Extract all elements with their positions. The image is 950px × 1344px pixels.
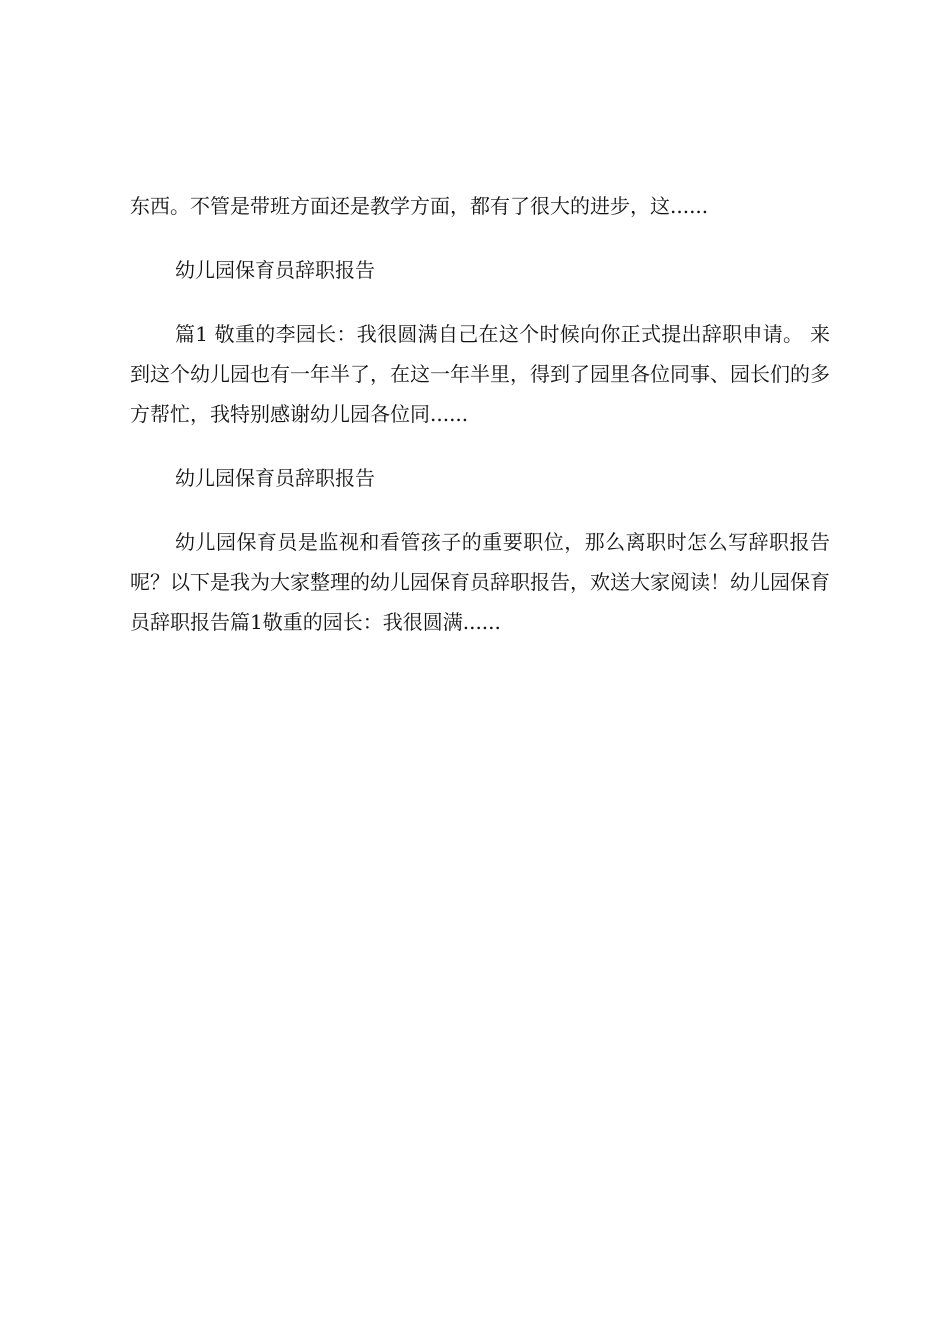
paragraph-excerpt: 幼儿园保育员是监视和看管孩子的重要职位，那么离职时怎么写辞职报告呢？以下是我为大家整理的幼儿园保育员辞职报告，欢送大家阅读！幼儿园保育员辞职报告篇1敬重的园长：我很圆满...... [130,530,830,634]
document-body [130,186,830,642]
paragraph-continuation: 东西。不管是带班方面还是教学方面，都有了很大的进步，这...... [130,194,709,218]
paragraph-excerpt: 篇1 敬重的李园长：我很圆满自己在这个时候向你正式提出辞职申请。 来到这个幼儿园也有一年半了，在这一年半里，得到了园里各位同事、园长们的多方帮忙，我特别感谢幼儿园各位同...... [130,322,830,426]
section-heading: 幼儿园保育员辞职报告 [175,258,375,282]
section-heading: 幼儿园保育员辞职报告 [175,466,375,490]
